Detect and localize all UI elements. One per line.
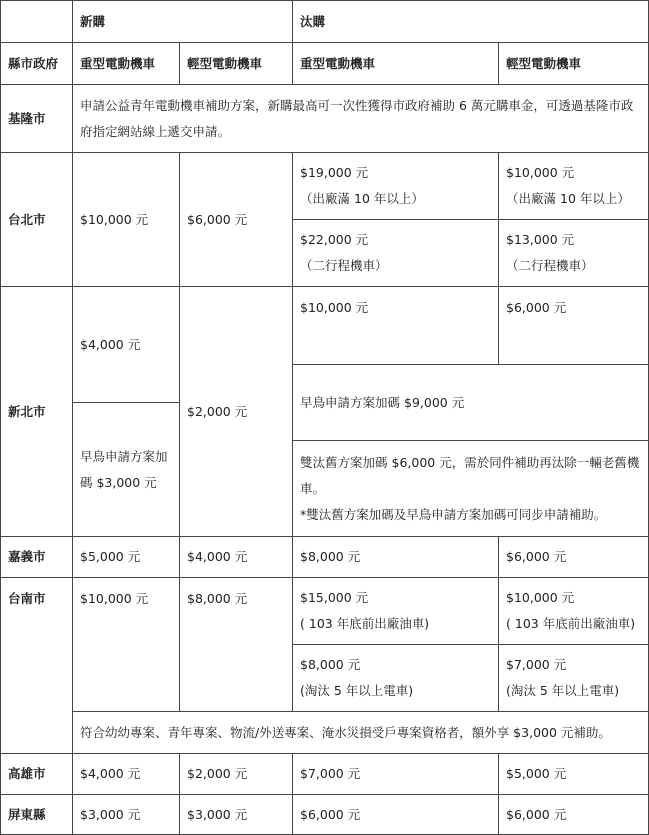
header-scrap-purchase: 汰購 (293, 1, 649, 43)
table-row-tainan-3 (1, 712, 649, 754)
tainan-new-heavy: $10,000 元 (73, 578, 180, 712)
pingtung-scrap-heavy: $6,000 元 (293, 795, 499, 835)
amount: $10,000 元 (506, 165, 575, 180)
city-kaohsiung: 高雄市 (1, 754, 73, 795)
amount: $8,000 元 (300, 657, 361, 672)
header-corner-cell (1, 1, 73, 43)
city-taipei: 台北市 (1, 153, 73, 287)
table-row-taipei-1 (1, 153, 649, 220)
pingtung-new-light: $3,000 元 (180, 795, 293, 835)
tainan-scrap-heavy-1 (293, 578, 499, 645)
tainan-scrap-light-1 (499, 578, 649, 645)
amount: $7,000 元 (506, 657, 567, 672)
city-chiayi: 嘉義市 (1, 537, 73, 578)
condition: （出廠滿 10 年以上） (300, 191, 424, 206)
tainan-scrap-heavy-2 (293, 645, 499, 712)
chiayi-scrap-light: $6,000 元 (499, 537, 649, 578)
header-new-purchase: 新購 (73, 1, 293, 43)
taipei-scrap-heavy-1 (293, 153, 499, 220)
amount: $22,000 元 (300, 232, 369, 247)
newtaipei-new-light: $2,000 元 (180, 287, 293, 537)
condition: （出廠滿 10 年以上） (506, 191, 630, 206)
taipei-scrap-heavy-2 (293, 220, 499, 287)
condition: ( 103 年底前出廠油車) (300, 616, 430, 631)
condition: ( 103 年底前出廠油車) (506, 616, 636, 631)
header-scrap-light: 輕型電動機車 (499, 43, 649, 85)
newtaipei-new-heavy-early: 早鳥申請方案加碼 $3,000 元 (73, 403, 180, 537)
newtaipei-new-heavy: $4,000 元 (73, 287, 180, 403)
kaohsiung-new-light: $2,000 元 (180, 754, 293, 795)
kaohsiung-scrap-light: $5,000 元 (499, 754, 649, 795)
tainan-new-light: $8,000 元 (180, 578, 293, 712)
table-row-chiayi (1, 537, 649, 578)
condition: (淘汰 5 年以上電車) (506, 683, 620, 698)
pingtung-scrap-light: $6,000 元 (499, 795, 649, 835)
amount: $13,000 元 (506, 232, 575, 247)
header-county-gov: 縣市政府 (1, 43, 73, 85)
amount: $19,000 元 (300, 165, 369, 180)
pingtung-new-heavy: $3,000 元 (73, 795, 180, 835)
double-scrap-note: *雙汰舊方案加碼及早鳥申請方案加碼可同步申請補助。 (300, 506, 607, 522)
tainan-extra: 符合幼幼專案、青年專案、物流/外送專案、淹水災損受戶專案資格者，額外享 $3,000 元補助。 (73, 712, 649, 754)
header-new-light: 輕型電動機車 (180, 43, 293, 85)
amount: $10,000 元 (506, 590, 575, 605)
taipei-new-light: $6,000 元 (180, 153, 293, 287)
table-row-tainan-1 (1, 578, 649, 645)
table-row-kaohsiung (1, 754, 649, 795)
double-scrap-text: 雙汰舊方案加碼 $6,000 元，需於同件補助再汰除一輛老舊機車。 (300, 454, 640, 496)
keelung-note: 申請公益青年電動機車補助方案，新購最高可一次性獲得市政府補助 6 萬元購車金，可透過基隆市政府指定網站線上遞交申請。 (73, 85, 649, 153)
header-scrap-heavy: 重型電動機車 (293, 43, 499, 85)
chiayi-new-heavy: $5,000 元 (73, 537, 180, 578)
header-new-heavy: 重型電動機車 (73, 43, 180, 85)
taipei-new-heavy: $10,000 元 (73, 153, 180, 287)
newtaipei-early-bonus: 早鳥申請方案加碼 $9,000 元 (293, 365, 649, 441)
taipei-scrap-light-2 (499, 220, 649, 287)
table-row-pingtung (1, 795, 649, 835)
chiayi-new-light: $4,000 元 (180, 537, 293, 578)
tainan-scrap-light-2 (499, 645, 649, 712)
amount: $15,000 元 (300, 590, 369, 605)
condition: （二行程機車） (506, 258, 594, 273)
city-pingtung: 屏東縣 (1, 795, 73, 835)
chiayi-scrap-heavy: $8,000 元 (293, 537, 499, 578)
kaohsiung-scrap-heavy: $7,000 元 (293, 754, 499, 795)
city-newtaipei: 新北市 (1, 287, 73, 537)
newtaipei-scrap-heavy: $10,000 元 (293, 287, 499, 365)
condition: （二行程機車） (300, 258, 388, 273)
city-keelung: 基隆市 (1, 85, 73, 153)
condition: (淘汰 5 年以上電車) (300, 683, 414, 698)
taipei-scrap-light-1 (499, 153, 649, 220)
kaohsiung-new-heavy: $4,000 元 (73, 754, 180, 795)
table-row-newtaipei-1 (1, 287, 649, 365)
table-row-keelung (1, 85, 649, 153)
newtaipei-double-scrap (293, 441, 649, 537)
city-tainan: 台南市 (1, 578, 73, 754)
header-row-1 (1, 1, 649, 43)
newtaipei-scrap-light: $6,000 元 (499, 287, 649, 365)
header-row-2 (1, 43, 649, 85)
